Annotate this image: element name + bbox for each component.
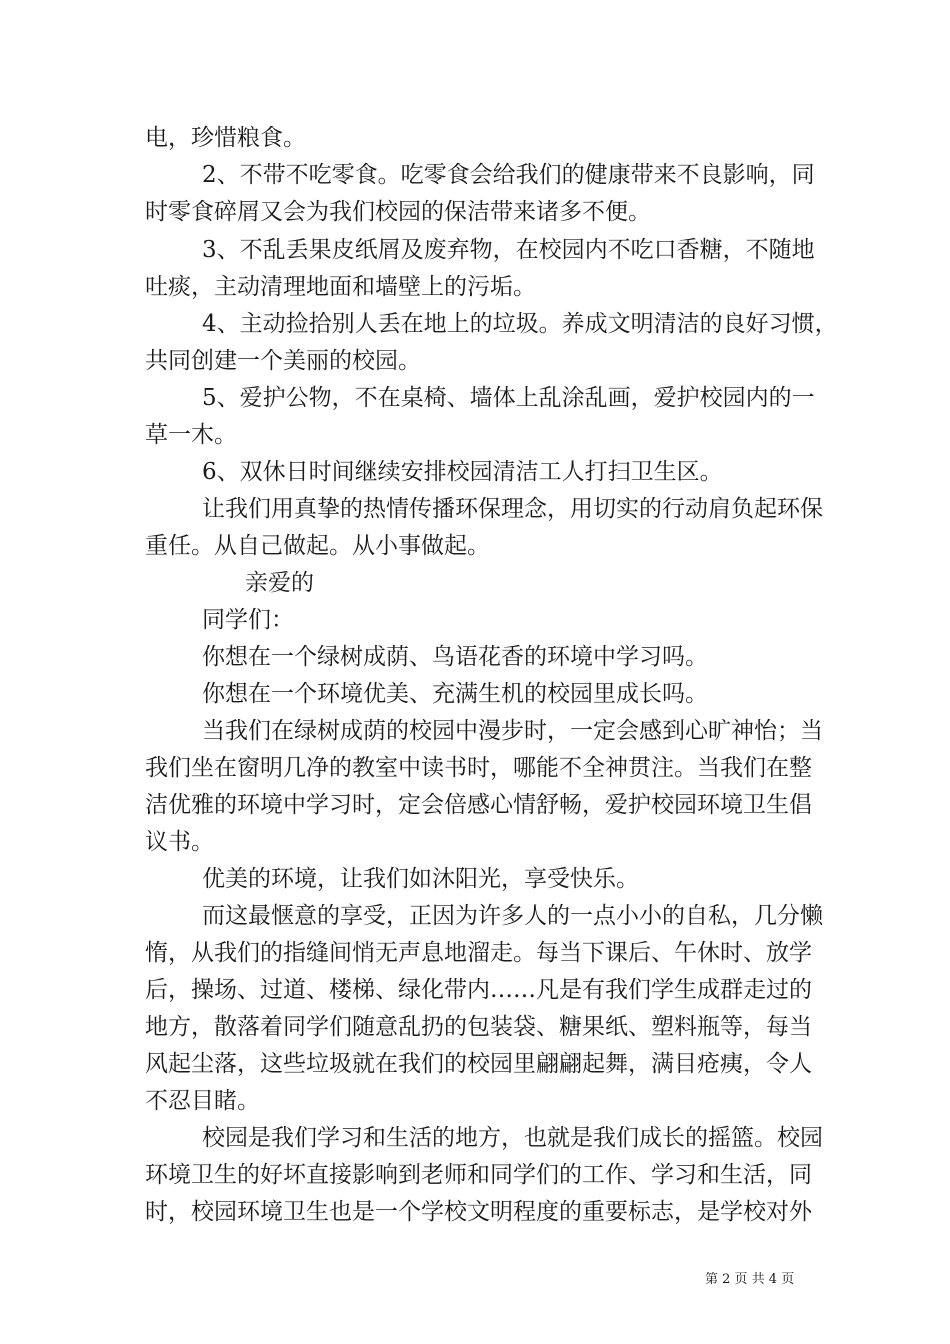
text-line: 后，操场、过道、楼梯、绿化带内……凡是有我们学生成群走过的 <box>145 977 812 1003</box>
text-line: 共同创建一个美丽的校园。 <box>145 348 421 374</box>
text-line: 2、不带不吃零食。吃零食会给我们的健康带来不良影响，同 <box>202 162 815 188</box>
text-line: 3、不乱丢果皮纸屑及废弃物，在校园内不吃口香糖，不随地 <box>202 237 815 263</box>
text-line: 议书。 <box>145 829 214 855</box>
text-line: 电，珍惜粮食。 <box>145 125 306 151</box>
text-line: 5、爱护公物，不在桌椅、墙体上乱涂乱画，爱护校园内的一 <box>202 385 815 411</box>
salutation-line: 亲爱的 <box>245 570 314 596</box>
text-line: 我们坐在窗明几净的教室中读书时，哪能不全神贯注。当我们在整 <box>145 755 812 781</box>
text-line: 吐痰，主动清理地面和墙壁上的污垢。 <box>145 274 536 300</box>
text-line: 校园是我们学习和生活的地方，也就是我们成长的摇篮。校园 <box>202 1125 823 1151</box>
text-line: 地方，散落着同学们随意乱扔的包装袋、糖果纸、塑料瓶等，每当 <box>145 1014 812 1040</box>
text-line: 不忍目睹。 <box>145 1088 260 1114</box>
text-line: 重任。从自己做起。从小事做起。 <box>145 533 490 559</box>
text-line: 4、主动捡拾别人丢在地上的垃圾。养成文明清洁的良好习惯， <box>202 311 838 337</box>
text-line: 你想在一个绿树成荫、鸟语花香的环境中学习吗。 <box>202 644 708 670</box>
text-line: 环境卫生的好坏直接影响到老师和同学们的工作、学习和生活，同 <box>145 1162 812 1188</box>
page-number: 第 2 页 共 4 页 <box>705 1272 795 1287</box>
text-line: 时，校园环境卫生也是一个学校文明程度的重要标志，是学校对外 <box>145 1199 812 1225</box>
text-line: 当我们在绿树成荫的校园中漫步时，一定会感到心旷神怡；当 <box>202 718 823 744</box>
text-line: 6、双休日时间继续安排校园清洁工人打扫卫生区。 <box>202 459 723 485</box>
text-line: 而这最惬意的享受，正因为许多人的一点小小的自私，几分懒 <box>202 903 823 929</box>
salutation-line: 同学们： <box>202 607 294 633</box>
text-line: 洁优雅的环境中学习时，定会倍感心情舒畅，爱护校园环境卫生倡 <box>145 792 812 818</box>
text-line: 时零食碎屑又会为我们校园的保洁带来诸多不便。 <box>145 199 651 225</box>
text-line: 让我们用真挚的热情传播环保理念，用切实的行动肩负起环保 <box>202 496 823 522</box>
text-line: 优美的环境，让我们如沐阳光，享受快乐。 <box>202 866 639 892</box>
text-line: 风起尘落，这些垃圾就在我们的校园里翩翩起舞，满目疮痍，令人 <box>145 1051 812 1077</box>
text-line: 你想在一个环境优美、充满生机的校园里成长吗。 <box>202 681 708 707</box>
text-line: 草一木。 <box>145 422 237 448</box>
text-line: 惰，从我们的指缝间悄无声息地溜走。每当下课后、午休时、放学 <box>145 940 812 966</box>
